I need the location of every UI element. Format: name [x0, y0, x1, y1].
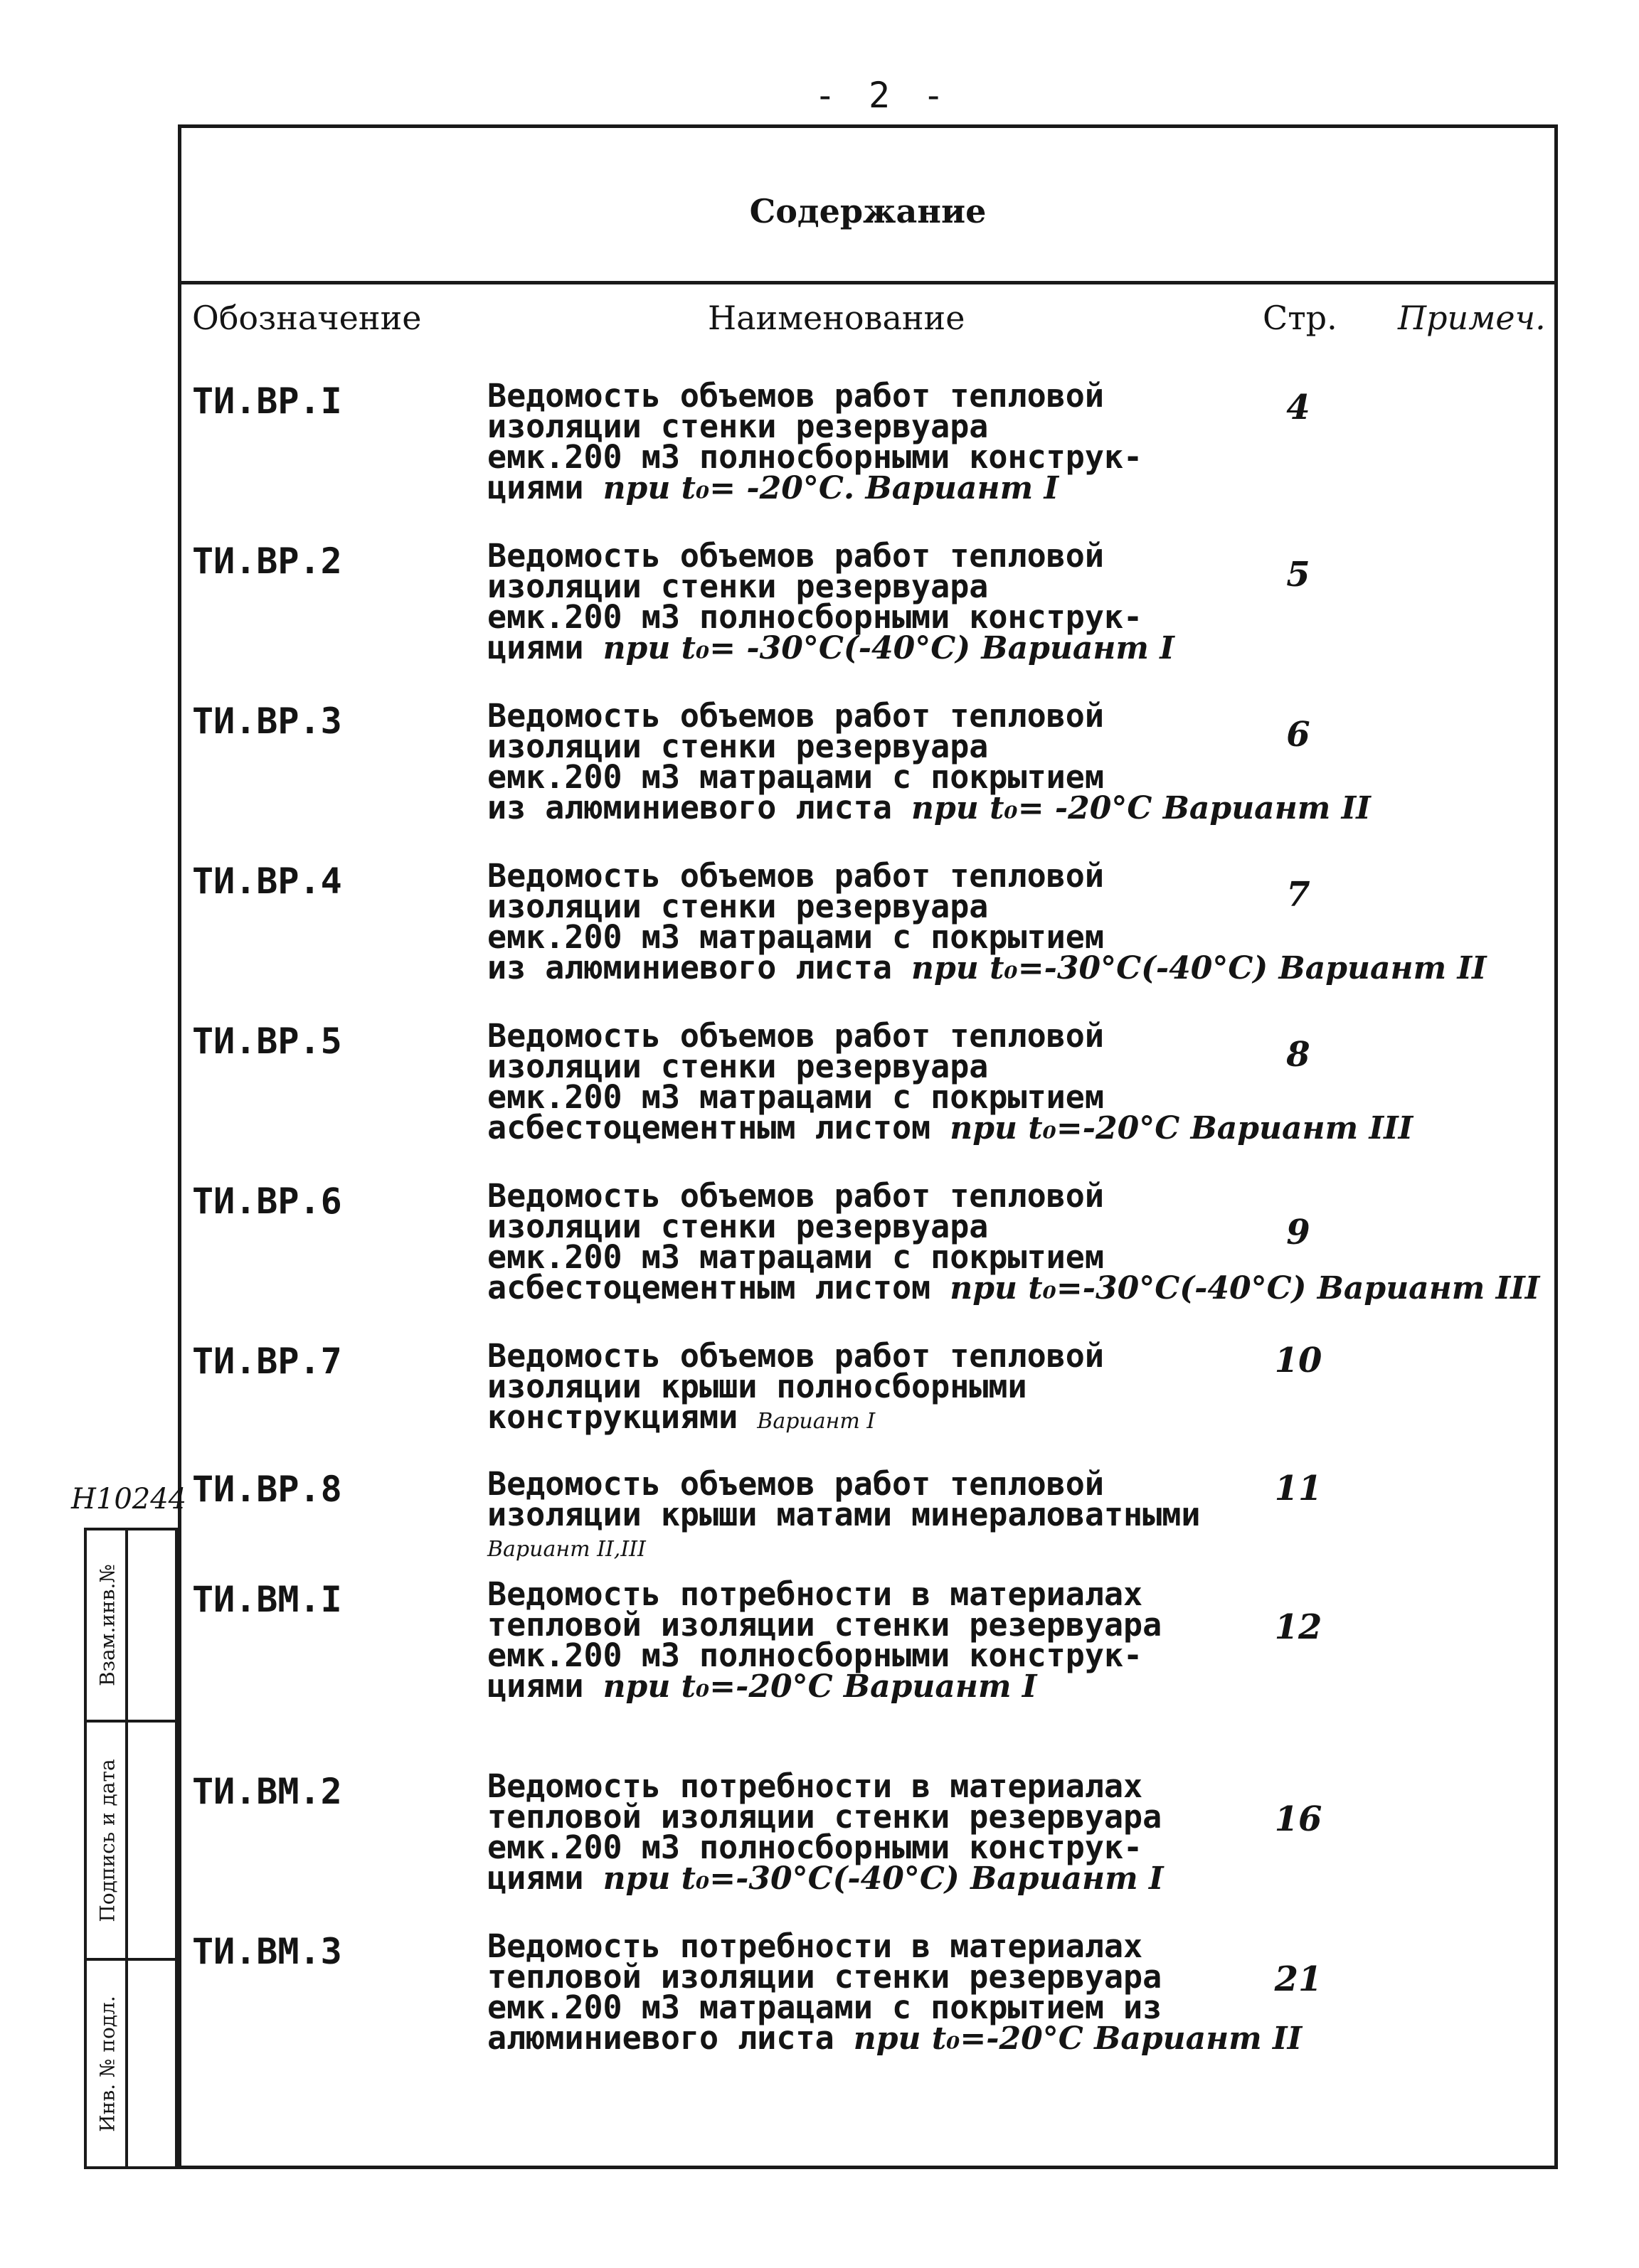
row-line: циями — [487, 1667, 584, 1705]
row-page: 12 — [1274, 1607, 1322, 1647]
row-line: емк.200 м3 матрацами с покрытием из — [487, 1989, 1162, 2026]
row-page: 7 — [1286, 875, 1310, 915]
row-line: емк.200 м3 полносборными конструк- — [487, 438, 1143, 476]
row-description — [487, 537, 1298, 666]
row-code: ТИ.ВМ.3 — [192, 1931, 342, 1972]
row-line: изоляции стенки резервуара — [487, 1048, 989, 1085]
row-line: изоляции стенки резервуара — [487, 888, 989, 925]
contents-table — [178, 124, 1558, 2169]
row-line: Ведомость потребности в материалах — [487, 1575, 1143, 1613]
stamp-label: Инв. № подл. — [95, 1996, 120, 2132]
stamp-label: Взам.инв.№ — [95, 1564, 120, 1686]
header-note: Примеч. — [1398, 299, 1546, 337]
stamp-cell — [87, 1723, 128, 1961]
row-code: ТИ.ВР.2 — [192, 541, 342, 582]
row-line: емк.200 м3 матрацами с покрытием — [487, 1078, 1104, 1116]
row-page: 21 — [1274, 1959, 1322, 1999]
row-line: из алюминиевого листа — [487, 949, 892, 986]
margin-stamp — [84, 1528, 178, 2169]
row-line: емк.200 м3 полносборными конструк- — [487, 598, 1143, 636]
row-line: циями — [487, 469, 584, 506]
header-code: Обозначение — [192, 299, 422, 337]
row-line: из алюминиевого листа — [487, 789, 892, 826]
row-page: 8 — [1286, 1035, 1310, 1075]
row-line: изоляции крыши матами минераловатными — [487, 1496, 1201, 1533]
row-description — [487, 1767, 1298, 1897]
handwritten-note: при t₀=-20°С Вариант III — [950, 1110, 1413, 1146]
row-line: Ведомость объемов работ тепловой — [487, 857, 1104, 895]
row-line: Ведомость потребности в материалах — [487, 1767, 1143, 1805]
row-code: ТИ.ВР.6 — [192, 1181, 342, 1222]
row-description — [487, 1465, 1298, 1565]
row-line: емк.200 м3 матрацами с покрытием — [487, 758, 1104, 796]
row-description — [487, 857, 1487, 986]
row-description — [487, 1017, 1413, 1146]
handwritten-note: при t₀= -20°С. Вариант I — [603, 470, 1059, 506]
header-page: Стр. — [1263, 299, 1337, 337]
row-page: 10 — [1274, 1341, 1322, 1380]
row-line: изоляции стенки резервуара — [487, 1208, 989, 1245]
row-line: тепловой изоляции стенки резервуара — [487, 1798, 1162, 1836]
row-line: Ведомость объемов работ тепловой — [487, 1177, 1104, 1215]
row-line: Ведомость объемов работ тепловой — [487, 377, 1104, 415]
page-title: Содержание — [749, 192, 987, 230]
row-line: конструкциями — [487, 1398, 738, 1436]
title-row — [181, 128, 1554, 284]
handwritten-note: при t₀=-30°С(-40°С) Вариант III — [950, 1270, 1540, 1306]
row-code: ТИ.ВР.3 — [192, 701, 342, 742]
row-page: 16 — [1274, 1799, 1322, 1839]
stamp-divider — [128, 1720, 178, 1723]
row-page: 11 — [1274, 1469, 1322, 1508]
stamp-number: Н10244 — [71, 1483, 187, 1516]
row-code: ТИ.ВР.4 — [192, 861, 342, 902]
handwritten-note: при t₀=-20°С Вариант II — [853, 2021, 1303, 2057]
stamp-divider — [128, 1958, 178, 1961]
row-description — [487, 1927, 1303, 2057]
row-code: ТИ.ВР.I — [192, 380, 342, 422]
row-line: изоляции стенки резервуара — [487, 568, 989, 605]
handwritten-note: Вариант I — [757, 1409, 876, 1434]
row-line: емк.200 м3 матрацами с покрытием — [487, 1238, 1104, 1276]
row-description — [487, 1337, 1298, 1437]
row-line: алюминиевого листа — [487, 2019, 834, 2057]
row-description — [487, 697, 1371, 826]
row-line: емк.200 м3 полносборными конструк- — [487, 1636, 1143, 1674]
page-number: - 2 - — [814, 75, 950, 116]
row-code: ТИ.ВР.5 — [192, 1021, 342, 1062]
row-line: тепловой изоляции стенки резервуара — [487, 1958, 1162, 1996]
row-line: асбестоцементным листом — [487, 1269, 931, 1306]
row-line: емк.200 м3 матрацами с покрытием — [487, 918, 1104, 956]
row-line: изоляции стенки резервуара — [487, 728, 989, 765]
row-code: ТИ.ВМ.2 — [192, 1771, 342, 1812]
row-code: ТИ.ВМ.I — [192, 1579, 342, 1620]
row-line: циями — [487, 1859, 584, 1897]
header-name: Наименование — [708, 299, 965, 337]
handwritten-note: при t₀=-30°С(-40°С) Вариант II — [911, 950, 1487, 986]
row-line: изоляции крыши полносборными — [487, 1368, 1027, 1405]
stamp-label-column — [87, 1530, 128, 2166]
row-code: ТИ.ВР.7 — [192, 1341, 342, 1382]
row-line: емк.200 м3 полносборными конструк- — [487, 1828, 1143, 1866]
stamp-cell — [87, 1961, 128, 2167]
row-line: Ведомость объемов работ тепловой — [487, 697, 1104, 735]
row-code: ТИ.ВР.8 — [192, 1469, 342, 1510]
handwritten-note: при t₀=-20°С Вариант I — [603, 1668, 1037, 1705]
row-line: Ведомость объемов работ тепловой — [487, 1337, 1104, 1375]
row-line: тепловой изоляции стенки резервуара — [487, 1606, 1162, 1644]
row-page: 6 — [1286, 715, 1310, 755]
stamp-cell — [87, 1530, 128, 1723]
row-line: Ведомость потребности в материалах — [487, 1927, 1143, 1965]
row-page: 4 — [1286, 388, 1310, 427]
row-line: Ведомость объемов работ тепловой — [487, 1465, 1104, 1503]
row-description — [487, 377, 1298, 506]
handwritten-note: Вариант II,III — [487, 1537, 646, 1562]
row-line: циями — [487, 629, 584, 666]
row-line: асбестоцементным листом — [487, 1109, 931, 1146]
row-page: 9 — [1286, 1213, 1310, 1252]
row-line: Ведомость объемов работ тепловой — [487, 537, 1104, 575]
handwritten-note: при t₀=-30°С(-40°С) Вариант I — [603, 1860, 1164, 1897]
row-description — [487, 1575, 1298, 1705]
row-line: изоляции стенки резервуара — [487, 408, 989, 445]
row-line: Ведомость объемов работ тепловой — [487, 1017, 1104, 1055]
stamp-label: Подпись и дата — [95, 1758, 120, 1922]
handwritten-note: при t₀= -30°С(-40°С) Вариант I — [603, 630, 1174, 666]
handwritten-note: при t₀= -20°С Вариант II — [911, 790, 1371, 826]
row-page: 5 — [1286, 555, 1310, 595]
row-description — [487, 1177, 1540, 1306]
